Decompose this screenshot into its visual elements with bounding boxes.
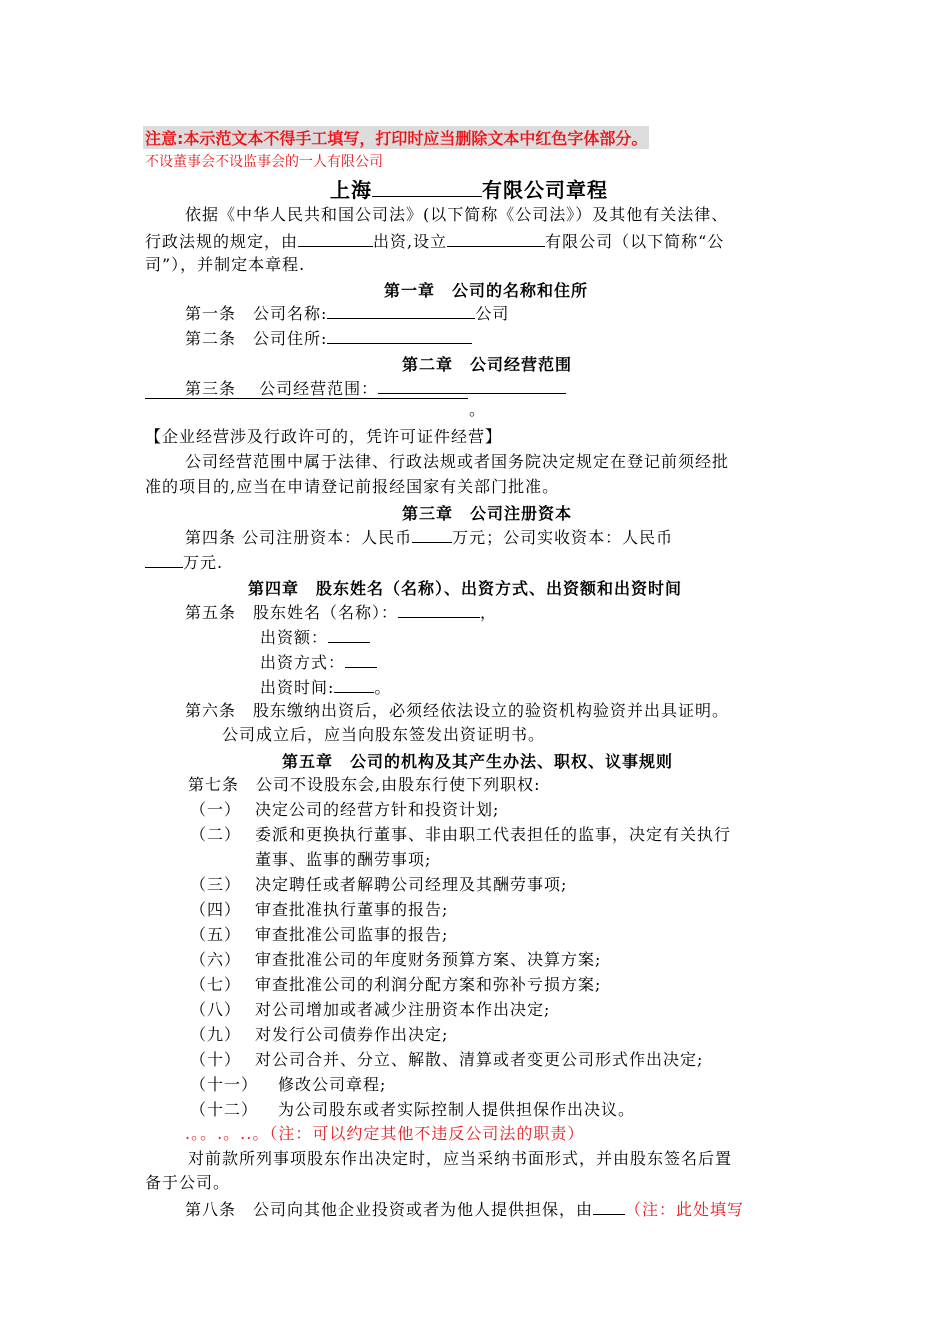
permit-note: 【企业经营涉及行政许可的，凭许可证件经营】 [145,427,503,446]
article-8: 第八条 公司向其他企业投资或者为他人提供担保，由 （注：此处填写 [185,1200,745,1219]
article-4-cont: 万元. [145,551,223,573]
investor-blank [298,230,373,247]
list-item: （十二） 为公司股东或者实际控制人提供担保作出决议。 [190,1100,636,1119]
preamble-line-1: 依据《中华人民共和国公司法》(以下简称《公司法》）及其他有关法律、 [185,205,729,224]
article-3: 第三条 公司经营范围： [185,377,566,399]
list-item: 董事、监事的酬劳事项; [255,850,432,869]
company-address-field [327,327,472,344]
chapter-3-title: 第三章 公司注册资本 [402,504,573,523]
document-subtitle: 不设董事会不设监事会的一人有限公司 [145,154,383,170]
list-item: （二） 委派和更换执行董事、非由职工代表担任的监事，决定有关执行 [190,825,732,844]
chapter-2-title: 第二章 公司经营范围 [402,355,573,374]
contribution-time: 出资时间: 。 [260,678,392,697]
optional-duties-note: .。。.。..。（注：可以约定其他不违反公司法的职责） [185,1124,585,1143]
article-4: 第四条 公司注册资本：人民币 万元；公司实收资本：人民币 [185,528,674,547]
list-item: （三） 决定聘任或者解聘公司经理及其酬劳事项; [190,875,568,894]
paid-capital-field [145,551,183,568]
notice-banner: 注意:本示范文本不得手工填写，打印时应当删除文本中红色字体部分。 [143,126,649,149]
scope-paragraph-2: 准的项目的,应当在申请登记前报经国家有关部门批准。 [145,477,560,496]
company-name-field [327,302,475,319]
article-1: 第一条 公司名称: 公司 [185,304,510,323]
page-title: 上海 有限公司章程 [330,178,608,202]
list-item: （一） 决定公司的经营方针和投资计划; [190,800,500,819]
list-item: （七） 审查批准公司的利润分配方案和弥补亏损方案; [190,975,602,994]
list-item: （六） 审查批准公司的年度财务预算方案、决算方案; [190,950,602,969]
preamble-line-3: 司”），并制定本章程. [145,255,306,274]
chapter-1-title: 第一章 公司的名称和住所 [384,281,589,300]
list-item: （九） 对发行公司债券作出决定; [190,1025,449,1044]
shareholder-name-field [398,601,480,618]
list-item: （十一） 修改公司章程; [190,1075,387,1094]
preamble-line-2: 行政法规的规定，由 出资,设立 有限公司（以下简称“公 [145,232,725,251]
company-blank [447,230,545,247]
article-6-cont: 公司成立后，应当向股东签发出资证明书。 [222,725,546,744]
registered-capital-field [412,526,452,543]
article-5: 第五条 股东姓名（名称）： ， [185,603,498,622]
list-item: （八） 对公司增加或者减少注册资本作出决定; [190,1000,551,1019]
scope-paragraph-1: 公司经营范围中属于法律、行政法规或者国务院决定规定在登记前须经批 [185,452,730,471]
list-item: （十） 对公司合并、分立、解散、清算或者变更公司形式作出决定; [190,1050,704,1069]
contribution-amount: 出资额： [260,626,370,648]
article-2: 第二条 公司住所: [185,327,472,349]
contribution-method-field [345,651,377,668]
contribution-amount-field [328,626,370,643]
contribution-method: 出资方式： [260,651,377,673]
chapter-4-title: 第四章 股东姓名（名称）、出资方式、出资额和出资时间 [248,579,683,598]
business-scope-end: 。 [469,400,486,419]
decision-paragraph-2: 备于公司。 [145,1173,231,1192]
decision-paragraph-1: 对前款所列事项股东作出决定时，应当采纳书面形式，并由股东签名后置 [188,1149,733,1168]
business-scope-line-2 [145,398,468,399]
chapter-5-title: 第五章 公司的机构及其产生办法、职权、议事规则 [282,752,674,771]
article-7: 第七条 公司不设股东会,由股东行使下列职权: [188,775,541,794]
contribution-time-field [334,676,374,693]
article-6: 第六条 股东缴纳出资后，必须经依法设立的验资机构验资并出具证明。 [185,701,730,720]
guarantee-decider-field [593,1198,625,1215]
business-scope-field [378,377,566,394]
list-item: （五） 审查批准公司监事的报告; [190,925,449,944]
company-name-blank [372,176,482,197]
list-item: （四） 审查批准执行董事的报告; [190,900,449,919]
